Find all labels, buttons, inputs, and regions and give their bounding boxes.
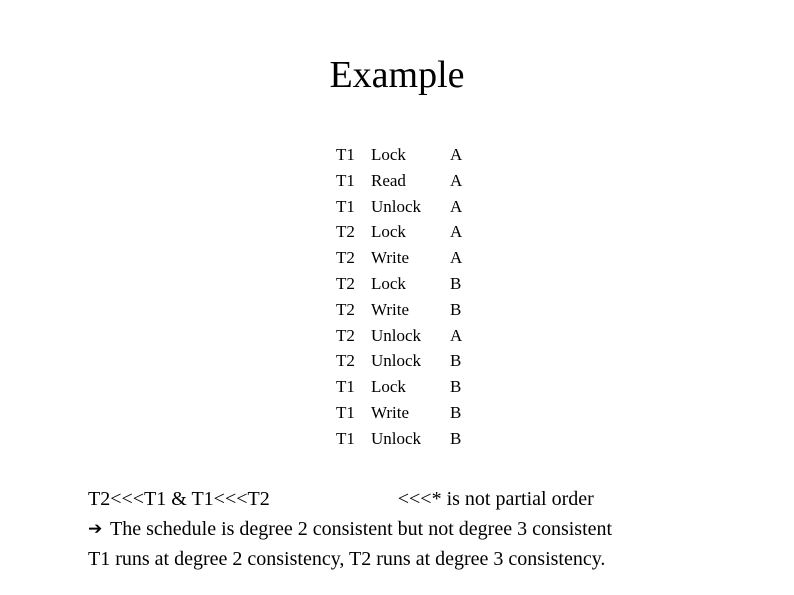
operation-cell: Unlock xyxy=(371,196,422,216)
data-item-cell: A xyxy=(450,145,463,164)
schedule-row xyxy=(336,194,470,220)
operation-cell: Unlock xyxy=(371,325,422,345)
data-item-cell: B xyxy=(450,351,462,371)
operation-cell: Unlock xyxy=(371,428,422,448)
operation-cell: Lock xyxy=(371,273,406,293)
schedule-row xyxy=(336,323,470,349)
operation-cell: Read xyxy=(371,170,406,190)
partial-order-remark: <<<* is not partial order xyxy=(397,488,594,510)
data-item-cell: A xyxy=(450,222,463,242)
transaction-cell: T1 xyxy=(336,196,355,216)
transaction-cell: T2 xyxy=(336,299,355,319)
data-item-cell: B xyxy=(450,428,462,448)
schedule-row xyxy=(336,245,470,271)
data-item-cell: A xyxy=(450,248,463,268)
slide-title: Example xyxy=(329,54,465,96)
schedule-row xyxy=(336,271,470,297)
data-item-cell: A xyxy=(450,170,463,190)
data-item-cell: B xyxy=(450,377,462,397)
schedule-row xyxy=(336,219,470,245)
transaction-cell: T2 xyxy=(336,222,355,242)
transaction-cell: T2 xyxy=(336,351,355,371)
data-item-cell: A xyxy=(450,325,463,345)
transaction-cell: T1 xyxy=(336,428,355,448)
operation-cell: Write xyxy=(371,299,410,319)
data-item-cell: B xyxy=(450,402,462,422)
operation-cell: Unlock xyxy=(371,351,422,371)
operation-cell: Lock xyxy=(371,377,406,397)
schedule-row xyxy=(336,374,470,400)
consistency-conclusion-text: The schedule is degree 2 consistent but not degree 3 consistent xyxy=(110,518,613,540)
data-item-cell: B xyxy=(450,273,462,293)
data-item-cell: A xyxy=(450,196,463,216)
schedule-rows xyxy=(336,142,470,452)
transaction-cell: T2 xyxy=(336,325,355,345)
schedule-row xyxy=(336,348,470,374)
transaction-cell: T1 xyxy=(336,145,355,164)
consistency-conclusion xyxy=(88,516,612,542)
transaction-cell: T2 xyxy=(336,273,355,293)
schedule-table xyxy=(336,142,470,452)
degree-summary: T1 runs at degree 2 consistency, T2 runs at degree 3 consistency. xyxy=(88,548,606,570)
operation-cell: Lock xyxy=(371,222,406,242)
transaction-cell: T1 xyxy=(336,402,355,422)
transaction-cell: T1 xyxy=(336,170,355,190)
ordering-note xyxy=(88,486,594,512)
schedule-row xyxy=(336,297,470,323)
schedule-row xyxy=(336,168,470,194)
schedule-row xyxy=(336,142,470,168)
operation-cell: Write xyxy=(371,248,410,268)
arrow-right-icon: ➔ xyxy=(88,519,103,538)
transaction-cell: T2 xyxy=(336,248,355,268)
operation-cell: Write xyxy=(371,402,410,422)
ordering-relation: T2<<<T1 & T1<<<T2 xyxy=(88,488,270,510)
schedule-row xyxy=(336,426,470,452)
operation-cell: Lock xyxy=(371,145,406,164)
schedule-row xyxy=(336,400,470,426)
transaction-cell: T1 xyxy=(336,377,355,397)
data-item-cell: B xyxy=(450,299,462,319)
